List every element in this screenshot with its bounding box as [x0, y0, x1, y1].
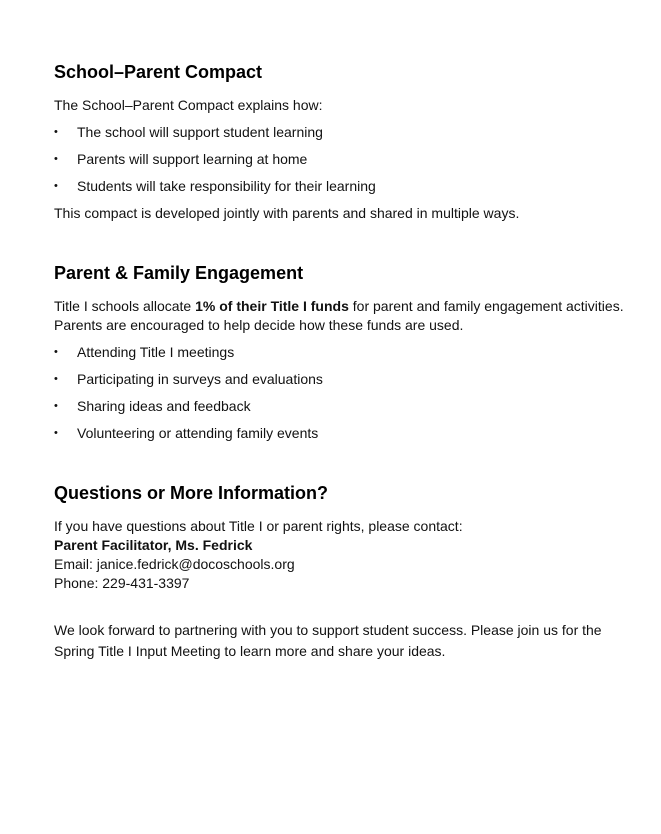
list-item-text: Parents will support learning at home [77, 151, 308, 167]
engagement-section [54, 261, 644, 443]
engagement-intro [54, 297, 644, 316]
list-item-text: Students will take responsibility for their learning [77, 178, 376, 194]
list-item [54, 150, 644, 169]
bullet-icon: • [54, 427, 58, 439]
list-item [54, 343, 644, 362]
bullet-icon: • [54, 400, 58, 412]
bullet-icon: • [54, 180, 58, 192]
list-item [54, 397, 644, 416]
closing-line-2: Spring Title I Input Meeting to learn more and share your ideas. [54, 643, 446, 659]
engagement-intro-pre: Title I schools allocate [54, 298, 196, 314]
contact-name-text: Parent Facilitator, Ms. Fedrick [54, 537, 253, 553]
list-item [54, 123, 644, 142]
contact-email[interactable]: Email: janice.fedrick@docoschools.org [54, 556, 295, 572]
questions-heading: Questions or More Information? [54, 483, 329, 503]
compact-heading: School–Parent Compact [54, 62, 263, 82]
compact-intro: The School–Parent Compact explains how: [54, 97, 323, 113]
questions-section [54, 481, 644, 661]
questions-intro: If you have questions about Title I or parent rights, please contact: [54, 518, 463, 534]
list-item-text: Attending Title I meetings [77, 344, 235, 360]
list-item [54, 424, 644, 443]
engagement-intro-bold: 1% of their Title I funds [195, 298, 349, 314]
spacer [54, 593, 644, 621]
engagement-list [54, 343, 644, 443]
list-item-text: The school will support student learning [77, 124, 323, 140]
list-item [54, 177, 644, 196]
compact-section [54, 60, 644, 223]
engagement-intro-line2: Parents are encouraged to help decide how these funds are used. [54, 317, 464, 333]
bullet-icon: • [54, 126, 58, 138]
compact-closing: This compact is developed jointly with parents and shared in multiple ways. [54, 205, 520, 221]
list-item [54, 370, 644, 389]
engagement-intro-post: for parent and family engagement activities. [348, 298, 624, 314]
closing-line-1: We look forward to partnering with you to support student success. Please join us for the [54, 622, 602, 638]
list-item-text: Volunteering or attending family events [77, 425, 319, 441]
bullet-icon: • [54, 153, 58, 165]
contact-name [54, 536, 644, 555]
engagement-heading: Parent & Family Engagement [54, 263, 304, 283]
document-page [54, 60, 644, 691]
bullet-icon: • [54, 346, 58, 358]
compact-list [54, 123, 644, 196]
list-item-text: Participating in surveys and evaluations [77, 371, 323, 387]
bullet-icon: • [54, 373, 58, 385]
contact-phone: Phone: 229-431-3397 [54, 575, 190, 591]
list-item-text: Sharing ideas and feedback [77, 398, 251, 414]
